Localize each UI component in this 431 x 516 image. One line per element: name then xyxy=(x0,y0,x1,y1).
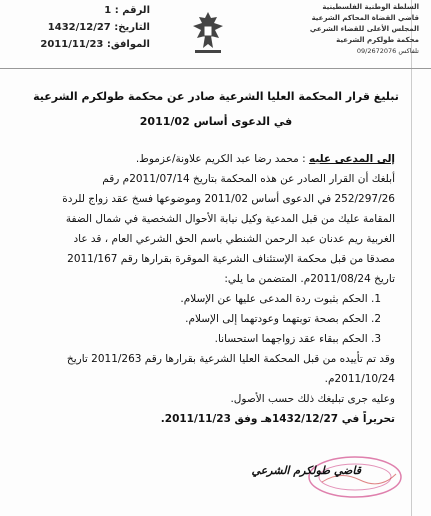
ruling-item: 1. الحكم بثبوت ردة المدعى عليها عن الإسلام. xyxy=(180,293,381,305)
paragraph-line: مصدقا من قبل محكمة الإستئناف الشرعية الموقرة بقرارها رقم 2011/167 xyxy=(67,253,395,265)
fax-number: تلفاكس 09/2672076 xyxy=(356,47,419,55)
corr-date-label: الموافق: xyxy=(106,39,150,50)
issue-date: تحريراً في 1432/12/27هـ وفق 2011/11/23. xyxy=(160,413,395,425)
judge-signature: قاضي طولكرم الشرعي xyxy=(251,464,361,477)
date-value: 1432/12/27 xyxy=(47,22,111,33)
document-meta xyxy=(30,2,150,53)
emblem-icon xyxy=(187,8,229,56)
paragraph-line: وقد تم تأييده من قبل المحكمة العليا الشرعية بقرارها رقم 2011/263 تاريخ xyxy=(66,353,395,365)
court-name: محكمة طولكرم الشرعية xyxy=(336,36,419,44)
recipient-label: إلى المدعى عليه xyxy=(308,153,395,165)
meta-corr-row xyxy=(30,36,150,53)
recipient-line xyxy=(35,149,395,169)
paragraph-line: 2011/10/24م. xyxy=(324,373,395,385)
corr-date-value: 2011/11/23 xyxy=(40,39,104,50)
authority-name: السلطة الوطنية الفلسطينية xyxy=(322,3,419,11)
ruling-item: 2. الحكم بصحة توبتهما وعودتهما إلى الإسلام. xyxy=(185,313,381,325)
recipient-name: : محمد رضا عبد الكريم علاونة/عزموط. xyxy=(135,153,306,165)
number-value: 1 xyxy=(104,5,112,16)
letter-body xyxy=(35,149,395,429)
date-label: التاريخ: xyxy=(114,22,150,33)
case-reference: في الدعوى أساس 2011/02 xyxy=(139,115,293,128)
paragraph-line: المقامة عليك من قبل المدعية وكيل نيابة الأحوال الشخصية في شمال الضفة xyxy=(65,213,395,225)
court-stamp-icon xyxy=(300,452,410,502)
paragraph-line: الغربية ريم عدنان عبد الرحمن الشنطي باسم الحق الشرعي العام ، قد عاد xyxy=(73,233,395,245)
paragraph-line: 252/297/26 في الدعوى أساس 2011/02 وموضوعها فسخ عقد زواج للردة xyxy=(62,193,395,205)
council-name: المجلس الأعلى للقضاء الشرعي xyxy=(309,25,419,33)
ruling-item: 3. الحكم ببقاء عقد زواجهما استحسانا. xyxy=(214,333,381,345)
number-label: الرقم : xyxy=(114,5,150,16)
meta-date-row xyxy=(30,19,150,36)
header-divider xyxy=(0,68,431,69)
chief-justice-title: قاضي القضاة المحاكم الشرعية xyxy=(311,14,419,22)
closing-note: وعليه جرى تبليغك ذلك حسب الأصول. xyxy=(230,393,395,405)
page-edge-line xyxy=(411,0,412,516)
document-title: تبليغ قرار المحكمة العليا الشرعية صادر عن محكمة طولكرم الشرعية xyxy=(33,90,399,103)
institution-header xyxy=(269,2,419,57)
paragraph-line: أبلغك أن القرار الصادر عن هذه المحكمة بتاريخ 2011/07/14م رقم xyxy=(102,173,395,185)
meta-number-row xyxy=(30,2,150,19)
paragraph-line: تاريخ 2011/08/24م. المتضمن ما يلي: xyxy=(224,273,395,285)
